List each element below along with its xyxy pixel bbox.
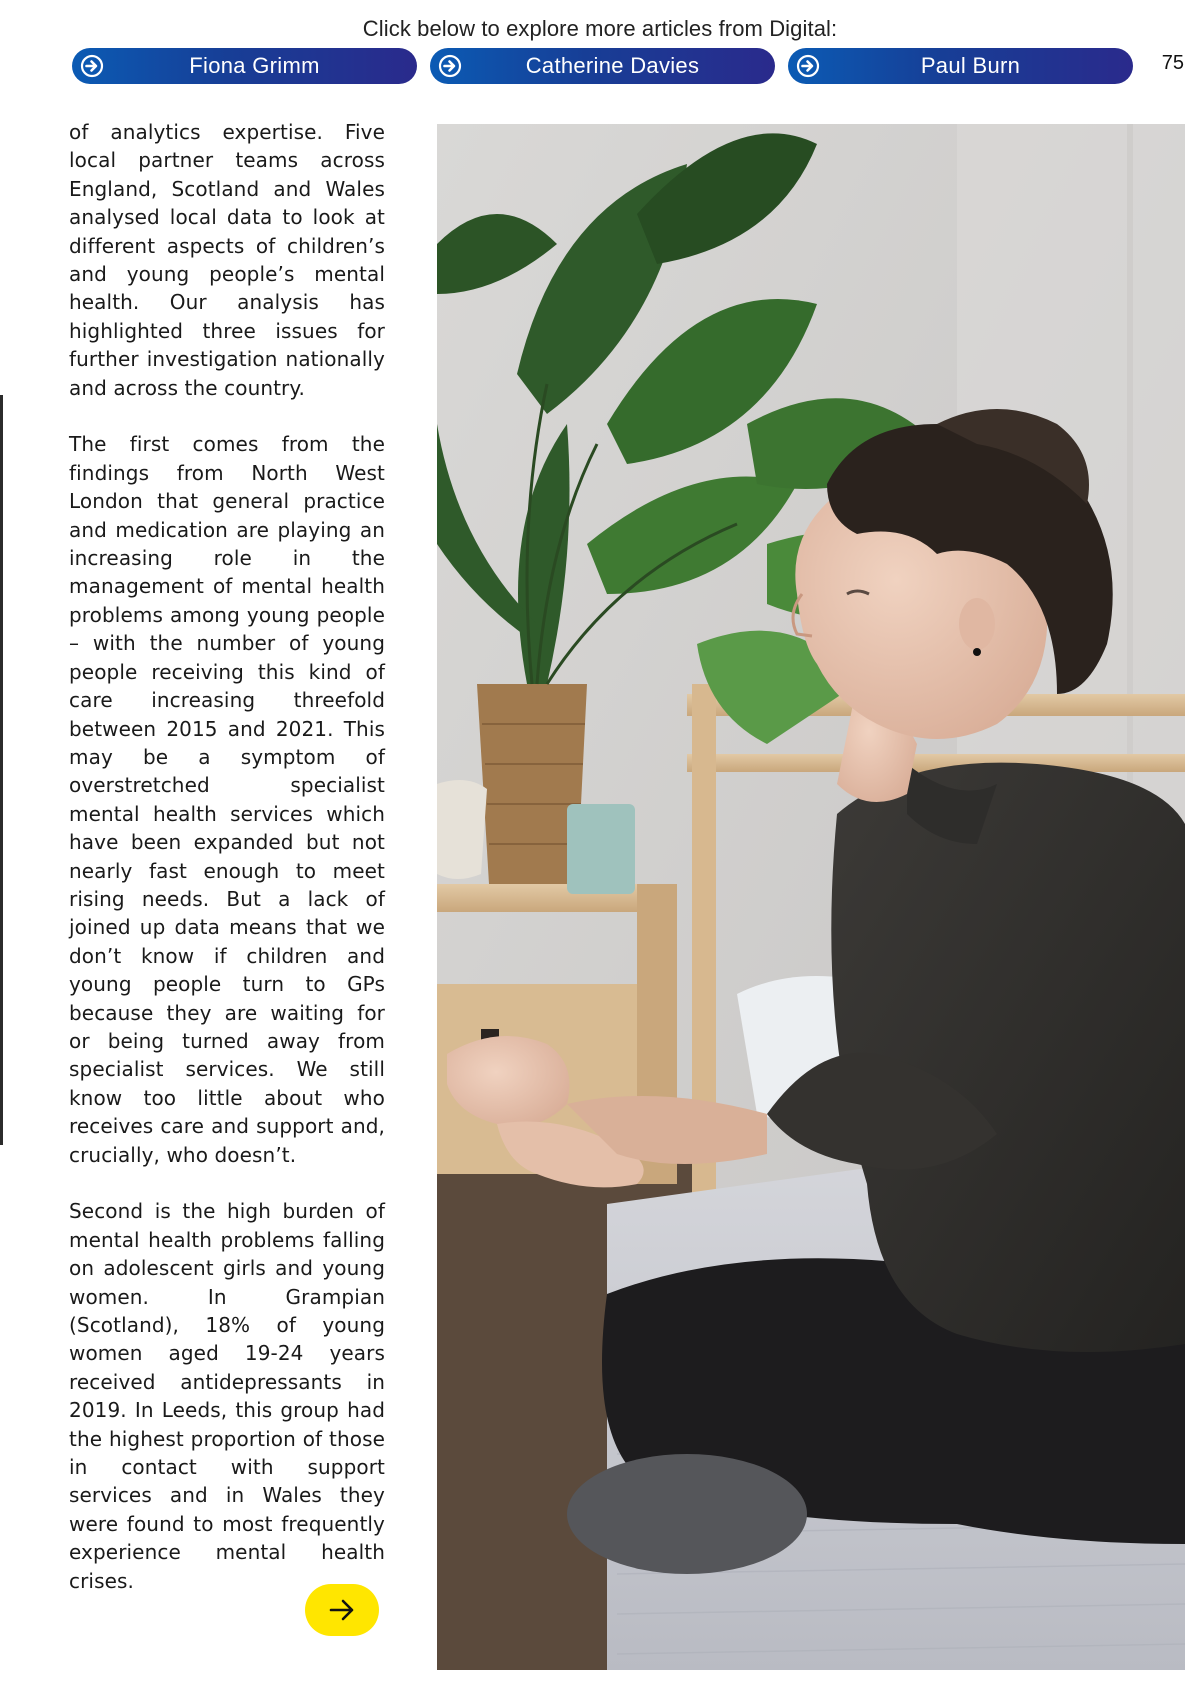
article-nav: [72, 48, 1152, 84]
article-paragraph: Second is the high burden of mental health problems falling on adolescent girls and young women. In Grampian (Scotland), 18% of young women aged 19-24 years received antidepressants in 2019. In Leeds, this group had the highest proportion of those in contact with support services and in Wales they were found to most frequently experience mental health crises.: [69, 1199, 385, 1593]
arrow-right-circle-icon: [80, 54, 104, 78]
next-page-button[interactable]: [305, 1584, 379, 1636]
explore-articles-prompt: Click below to explore more articles from Digital:: [362, 16, 838, 41]
nav-button-fiona-grimm[interactable]: [72, 48, 417, 84]
page-edge-rule: [0, 395, 3, 1145]
arrow-right-circle-icon: [438, 54, 462, 78]
photo-young-man-sitting-on-bed: [437, 124, 1185, 1670]
arrow-right-icon: [327, 1595, 357, 1625]
article-paragraph: of analytics expertise. Five local partner teams across England, Scotland and Wales analysed local data to look at different aspects of children’s and young people’s mental health. Our analysis has highlighted three issues for further investigation nationally and across the country.: [69, 120, 385, 400]
page-number: 75: [1161, 52, 1184, 74]
article-paragraph: The first comes from the findings from North West London that general practice and medication are playing an increasing role in the management of mental health problems among young people – with the number of young people receiving this kind of care increasing threefold between 2015 and 2021. This may be a symptom of overstretched specialist mental health services which have been expanded but not nearly fast enough to meet rising needs. But a lack of joined up data means that we don’t know if children and young people turn to GPs because they are waiting for or being turned away from specialist services. We still know too little about who receives care and support and, crucially, who doesn’t.: [69, 432, 385, 1167]
nav-button-paul-burn[interactable]: [788, 48, 1133, 84]
nav-button-label: Catherine Davies: [525, 53, 700, 78]
nav-button-label: Fiona Grimm: [189, 53, 320, 78]
article-photo: [437, 124, 1185, 1670]
nav-button-label: Paul Burn: [920, 53, 1021, 78]
arrow-right-circle-icon: [796, 54, 820, 78]
article-text-column: [69, 118, 385, 1623]
nav-button-catherine-davies[interactable]: [430, 48, 775, 84]
